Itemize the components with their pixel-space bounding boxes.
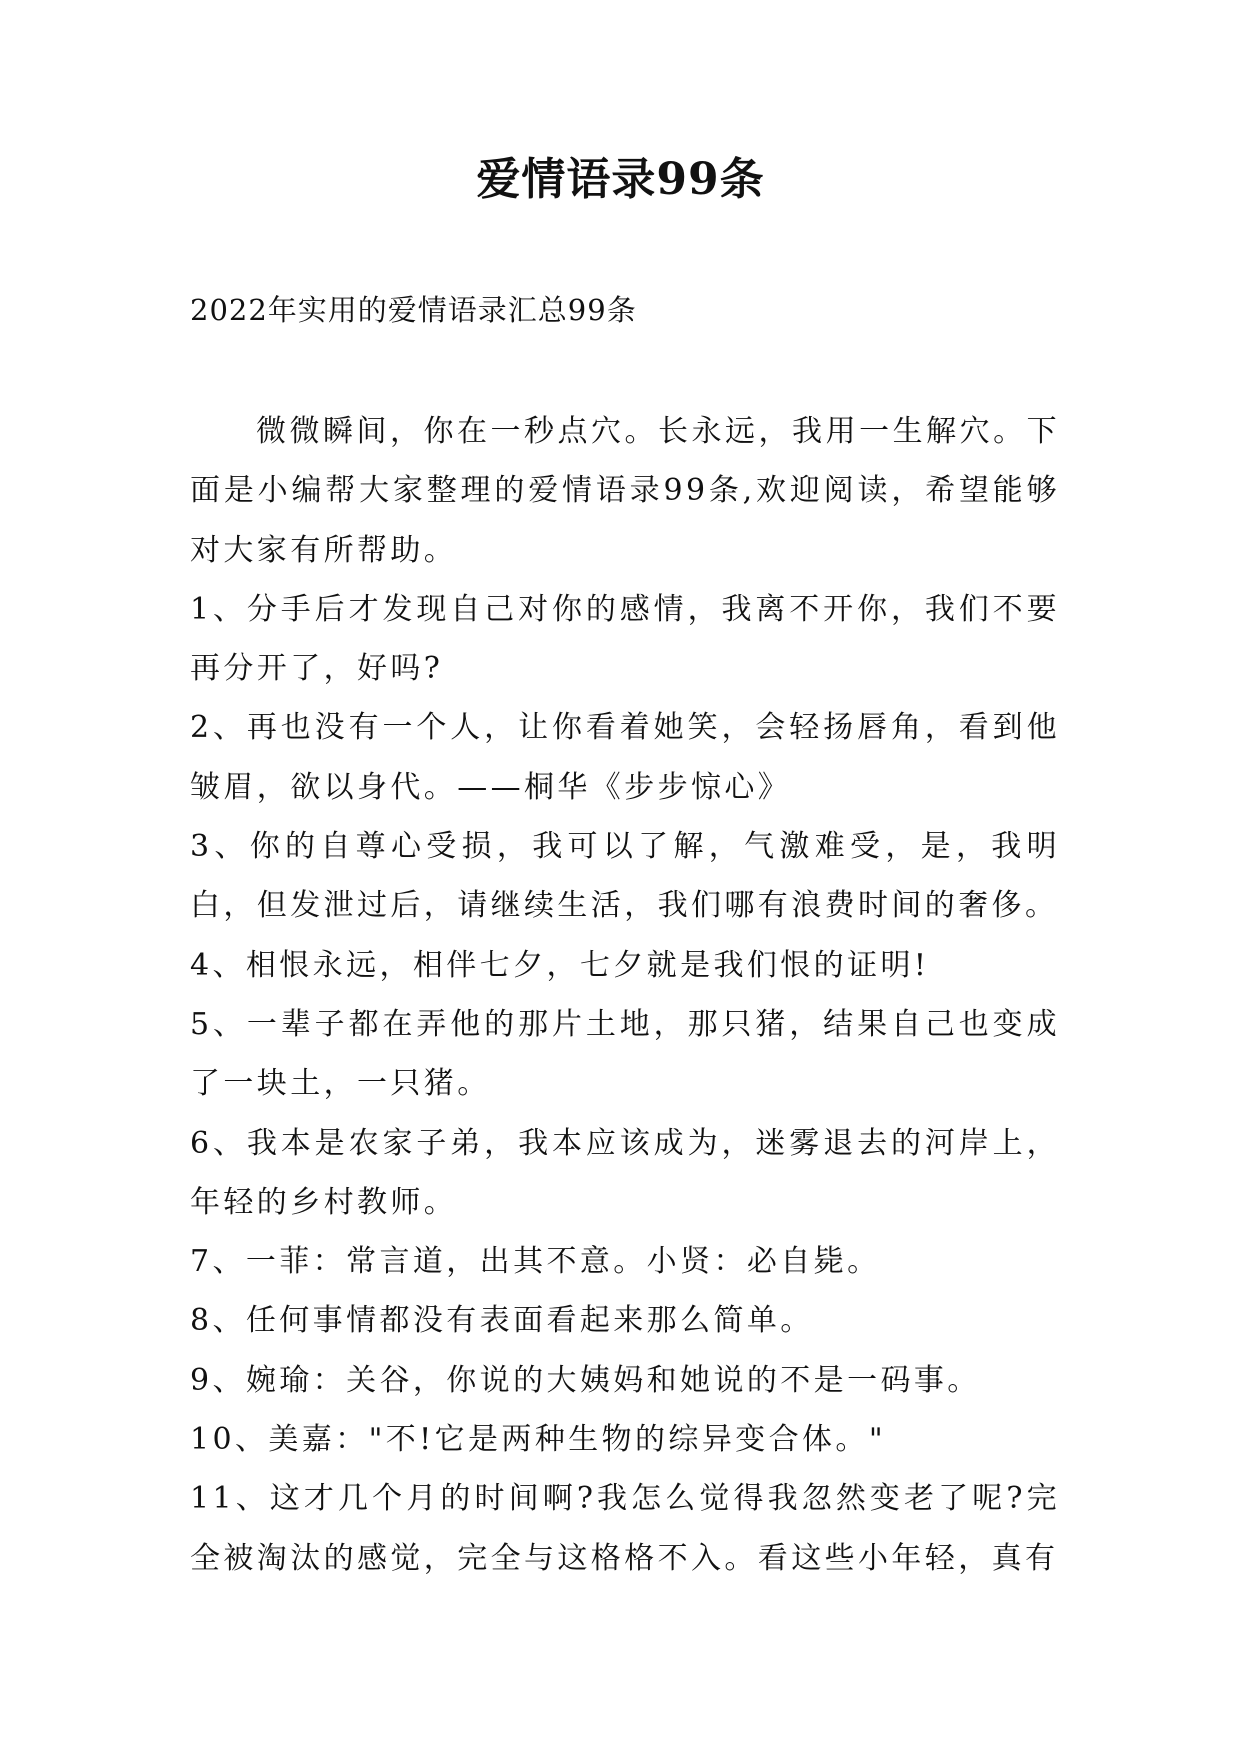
list-item: 10、美嘉："不!它是两种生物的综异变合体。": [190, 1422, 887, 1458]
document-subtitle: 2022年实用的爱情语录汇总99条: [190, 293, 637, 327]
list-item: 1、分手后才发现自己对你的感情，我离不开你，我们不要再分开了，好吗?: [190, 591, 1060, 687]
list-item: 6、我本是农家子弟，我本应该成为，迷雾退去的河岸上，年轻的乡村教师。: [190, 1125, 1060, 1220]
list-item: 11、这才几个月的时间啊?我怎么觉得我忽然变老了呢?完全被淘汰的感觉，完全与这格格不入。看这些小年轻，真有: [190, 1481, 1060, 1576]
list-item: 4、相恨永远，相伴七夕，七夕就是我们恨的证明!: [190, 947, 930, 983]
list-item: 7、一菲：常言道，出其不意。小贤：必自毙。: [190, 1244, 881, 1280]
list-item: 2、再也没有一个人，让你看着她笑，会轻扬唇角，看到他皱眉，欲以身代。——桐华《步步惊心》: [190, 710, 1060, 805]
list-item: 9、婉瑜：关谷，你说的大姨妈和她说的不是一码事。: [190, 1362, 981, 1398]
document-title: 爱情语录99条: [476, 154, 765, 205]
list-item: 3、你的自尊心受损，我可以了解，气激难受，是，我明白，但发泄过后，请继续生活，我们哪有浪费时间的奢侈。: [190, 829, 1060, 924]
list-item: 5、一辈子都在弄他的那片土地，那只猪，结果自己也变成了一块土，一只猪。: [190, 1006, 1060, 1102]
intro-paragraph: 微微瞬间，你在一秒点穴。长永远，我用一生解穴。下面是小编帮大家整理的爱情语录99条,欢迎阅读，希望能够对大家有所帮助。: [190, 414, 1060, 568]
list-item: 8、任何事情都没有表面看起来那么简单。: [190, 1303, 814, 1339]
document-body: [190, 402, 1060, 1588]
